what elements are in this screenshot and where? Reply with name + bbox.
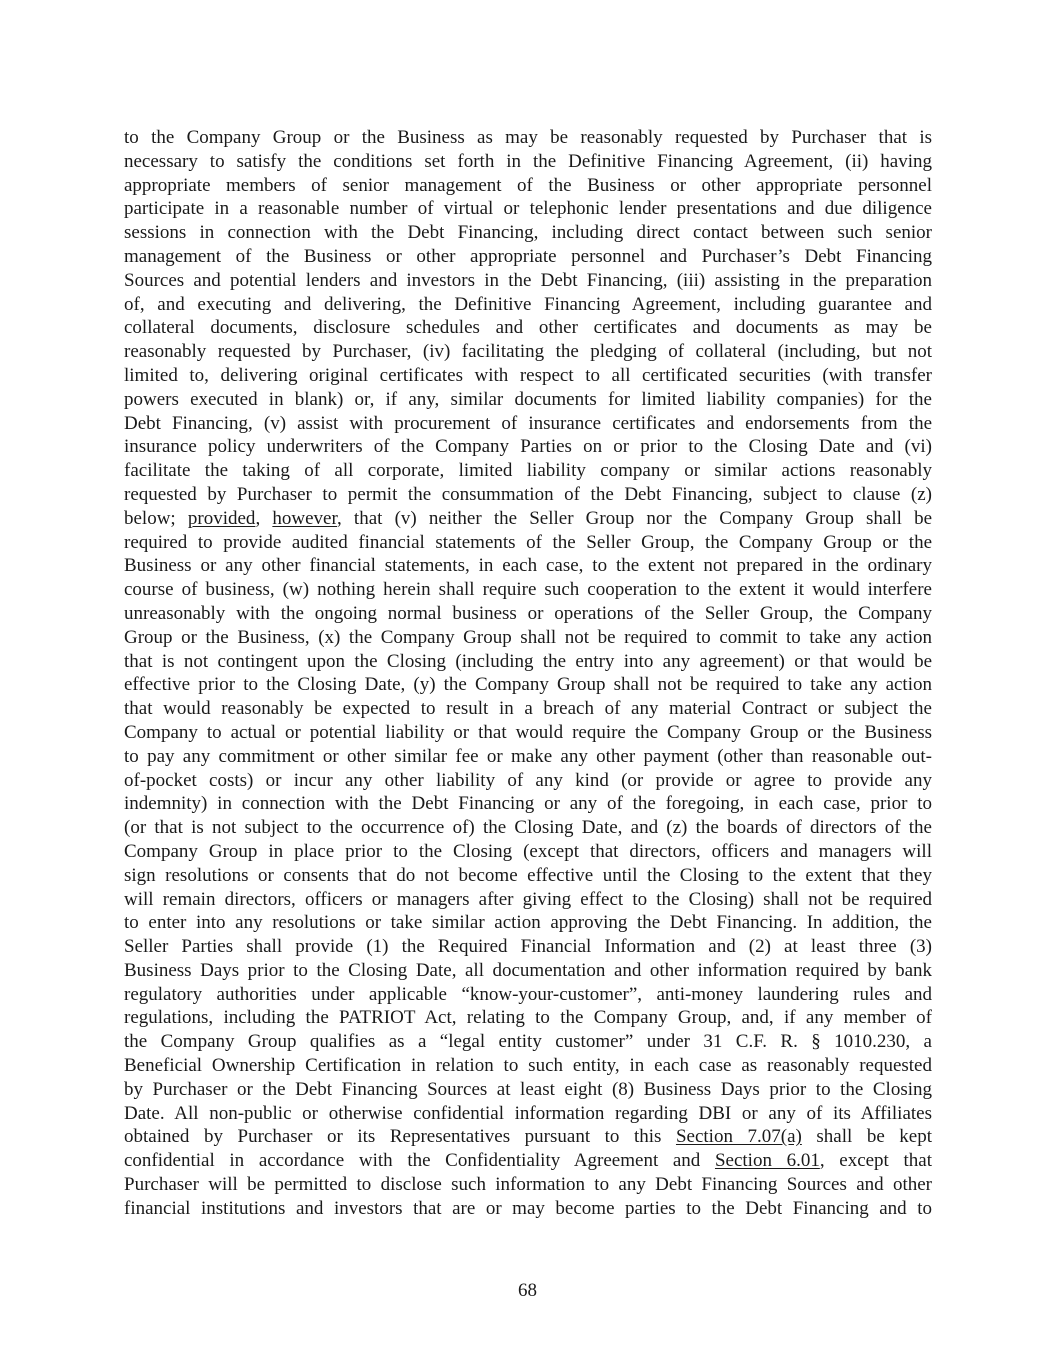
text-line: to the Company Group or the Business as may be reasonably requested by Purchaser that is [124,127,932,148]
text-line: participate in a reasonable number of virtual or telephonic lender presentations and due diligence [124,198,932,220]
text-line: Sources and potential lenders and investors in the Debt Financing, (iii) assisting in the preparation [124,269,932,291]
text-line: required to provide audited financial statements of the Seller Group, the Company Group or the [124,531,932,553]
text-line: Purchaser will be permitted to disclose such information to any Debt Financing Sources and other [124,1174,932,1196]
page-number: 68 [518,1280,537,1301]
text-line: Business Days prior to the Closing Date, all documentation and other information required by bank [124,959,932,981]
text-line: unreasonably with the ongoing normal business or operations of the Seller Group, the Company [124,602,932,624]
text-line: regulations, including the PATRIOT Act, relating to the Company Group, and, if any member of [124,1007,932,1029]
text-line: collateral documents, disclosure schedules and other certificates and documents as may be [124,317,932,339]
text-segment: , except that [819,1150,932,1172]
text-line: indemnity) in connection with the Debt Financing or any of the foregoing, in each case, prior to [124,793,932,815]
text-line-provided-however [124,507,932,531]
text-line: to enter into any resolutions or take similar action approving the Debt Financing. In addition, the [124,912,932,934]
text-line: will remain directors, officers or managers after giving effect to the Closing) shall not be required [124,888,932,910]
text-line: that is not contingent upon the Closing (including the entry into any agreement) or that would be [124,650,932,672]
text-line: requested by Purchaser to permit the consummation of the Debt Financing, subject to clause (z) [124,483,932,505]
text-line: regulatory authorities under applicable “know-your-customer”, anti-money laundering rules and [124,983,932,1005]
text-line: Beneficial Ownership Certification in relation to such entity, in each case as reasonably requested [124,1055,932,1077]
text-line: (or that is not subject to the occurrence of) the Closing Date, and (z) the boards of directors of the [124,817,932,839]
text-line: appropriate members of senior management of the Business or other appropriate personnel [124,174,932,196]
text-segment: shall be kept [801,1126,933,1148]
text-line: of, and executing and delivering, the Definitive Financing Agreement, including guarantee and [124,293,932,315]
however-term: however [272,507,338,529]
text-line: reasonably requested by Purchaser, (iv) facilitating the pledging of collateral (including, but not [124,341,932,363]
text-line: insurance policy underwriters of the Company Parties on or prior to the Closing Date and (vi) [124,436,932,458]
text-segment: obtained by Purchaser or its Representatives pursuant to this [124,1126,676,1148]
text-line: financial institutions and investors that are or may become parties to the Debt Financing and to [124,1197,932,1219]
section-6-01-link[interactable]: Section 6.01 [714,1150,820,1172]
text-line: Company Group in place prior to the Closing (except that directors, officers and managers will [124,840,932,862]
text-line: sessions in connection with the Debt Financing, including direct contact between such senior [124,222,932,244]
text-line: Company to actual or potential liability or that would require the Company Group or the Business [124,721,932,743]
text-line: of-pocket costs) or incur any other liability of any kind (or provide or agree to provide any [124,769,932,791]
text-line: effective prior to the Closing Date, (y) the Company Group shall not be required to take any action [124,674,932,696]
text-line: Business or any other financial statements, in each case, to the extent not prepared in the ordinary [124,555,932,577]
text-line: Seller Parties shall provide (1) the Required Financial Information and (2) at least three (3) [124,936,932,958]
provided-term: provided [187,507,256,529]
text-segment: , that (v) neither the Seller Group nor the Company Group shall be [337,507,933,529]
text-line: powers executed in blank) or, if any, similar documents for limited liability companies) for the [124,388,932,410]
text-line: by Purchaser or the Debt Financing Sources at least eight (8) Business Days prior to the Closing [124,1078,932,1100]
text-line-section-ref [124,1125,932,1149]
text-segment: , [255,507,273,529]
text-line: to pay any commitment or other similar fee or make any other payment (other than reasonable out- [124,745,932,767]
text-line: facilitate the taking of all corporate, limited liability company or similar actions reasonably [124,460,932,482]
text-line: limited to, delivering original certificates with respect to all certificated securities (with transfer [124,364,932,386]
text-line: that would reasonably be expected to result in a breach of any material Contract or subject the [124,698,932,720]
section-7-07a-link[interactable]: Section 7.07(a) [675,1126,802,1148]
text-line: sign resolutions or consents that do not become effective until the Closing to the extent that they [124,864,932,886]
text-line-section-ref [124,1149,932,1173]
document-body [124,126,932,1221]
text-line: necessary to satisfy the conditions set forth in the Definitive Financing Agreement, (ii) having [124,150,932,172]
text-line: management of the Business or other appropriate personnel and Purchaser’s Debt Financing [124,245,932,267]
text-line: course of business, (w) nothing herein shall require such cooperation to the extent it would interfere [124,579,932,601]
text-line: Debt Financing, (v) assist with procurement of insurance certificates and endorsements from the [124,412,932,434]
text-line: Date. All non-public or otherwise confidential information regarding DBI or any of its Affiliates [124,1102,932,1124]
text-line: Group or the Business, (x) the Company Group shall not be required to commit to take any action [124,626,932,648]
text-segment: confidential in accordance with the Confidentiality Agreement and [124,1150,715,1172]
text-segment: below; [124,507,188,529]
text-line: the Company Group qualifies as a “legal entity customer” under 31 C.F. R. § 1010.230, a [124,1031,932,1053]
